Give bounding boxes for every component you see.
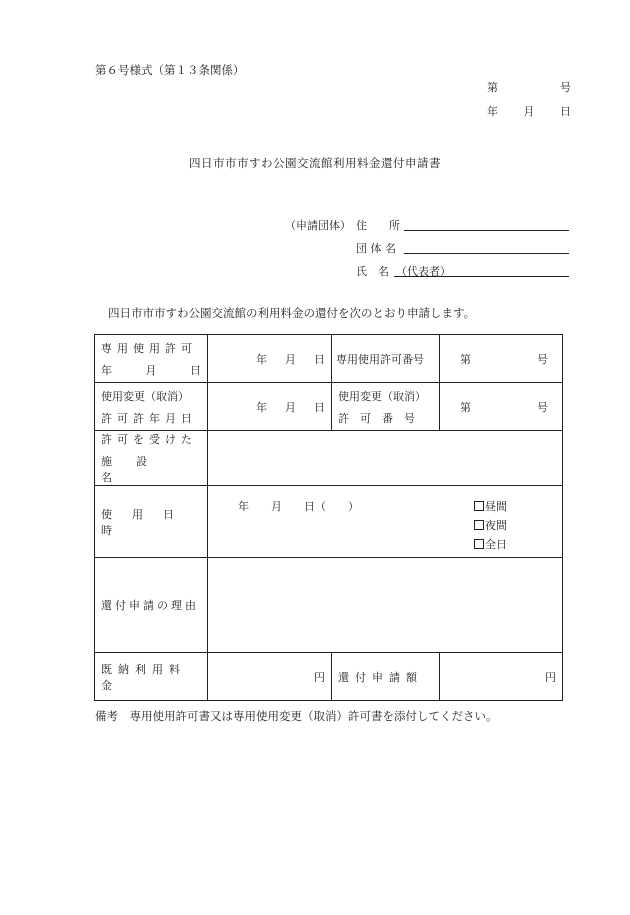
number-prefix: 第 bbox=[487, 81, 498, 94]
facility-label: 許可を受けた 施設名 bbox=[95, 431, 208, 486]
intro-text: 四日市市市すわ公園交流館の利用料金の還付を次のとおり申請します。 bbox=[108, 306, 476, 320]
document-date bbox=[487, 103, 571, 119]
table-row bbox=[95, 558, 563, 653]
use-datetime-field[interactable] bbox=[208, 486, 563, 558]
number-suffix: 号 bbox=[560, 81, 571, 94]
group-label: （申請団体） bbox=[285, 219, 351, 232]
date-month: 月 bbox=[523, 105, 535, 118]
refund-amount-field[interactable]: 円 bbox=[440, 653, 563, 701]
checkbox-allday[interactable] bbox=[474, 539, 484, 549]
table-row bbox=[95, 335, 563, 383]
option-evening[interactable]: 夜間 bbox=[474, 517, 507, 533]
option-daytime[interactable]: 昼間 bbox=[474, 498, 507, 514]
time-slot-options bbox=[474, 498, 507, 552]
paid-fee-label: 既納利用料金 bbox=[95, 653, 208, 701]
change-number-label: 使用変更（取消） 許可番号 bbox=[332, 383, 440, 431]
date-year: 年 bbox=[487, 105, 498, 118]
facility-field[interactable] bbox=[208, 431, 563, 486]
address-label: 住 所 bbox=[356, 219, 400, 232]
representative-label: （代表者） bbox=[396, 265, 451, 278]
use-date: 年 月 日（ ） bbox=[238, 500, 359, 513]
address-field[interactable] bbox=[404, 216, 569, 231]
name-label: 氏 名 bbox=[356, 265, 389, 278]
reason-field[interactable] bbox=[208, 558, 563, 653]
permit-number-field[interactable]: 第 号 bbox=[440, 335, 563, 383]
remarks-note: 備考 専用使用許可書又は専用使用変更（取消）許可書を添付してください。 bbox=[95, 709, 498, 723]
group-name-field[interactable] bbox=[404, 239, 569, 254]
checkbox-evening[interactable] bbox=[474, 520, 484, 530]
option-allday[interactable]: 全日 bbox=[474, 536, 507, 552]
table-row bbox=[95, 383, 563, 431]
permit-number-label: 専用使用許可番号 bbox=[332, 335, 440, 383]
document-number bbox=[487, 79, 571, 95]
page-title: 四日市市市すわ公園交流館利用料金還付申請書 bbox=[189, 156, 441, 170]
table-row bbox=[95, 653, 563, 701]
use-datetime-label: 使用日時 bbox=[95, 486, 208, 558]
change-date-label: 使用変更（取消） 許可許年月日 bbox=[95, 383, 208, 431]
application-table bbox=[94, 334, 563, 701]
change-number-field[interactable]: 第 号 bbox=[440, 383, 563, 431]
checkbox-daytime[interactable] bbox=[474, 501, 484, 511]
paid-fee-field[interactable]: 円 bbox=[208, 653, 332, 701]
refund-amount-label: 還付申請額 bbox=[332, 653, 440, 701]
form-code: 第６号様式（第１３条関係） bbox=[95, 63, 245, 77]
table-row bbox=[95, 431, 563, 486]
change-date-field[interactable]: 年 月 日 bbox=[208, 383, 332, 431]
permit-date-label: 専用使用許可 年 月 日 bbox=[95, 335, 208, 383]
group-name-label: 団 体 名 bbox=[356, 242, 396, 255]
permit-date-field[interactable]: 年 月 日 bbox=[208, 335, 332, 383]
date-day: 日 bbox=[560, 105, 571, 118]
table-row bbox=[95, 486, 563, 558]
reason-label: 還付申請の理由 bbox=[95, 558, 208, 653]
